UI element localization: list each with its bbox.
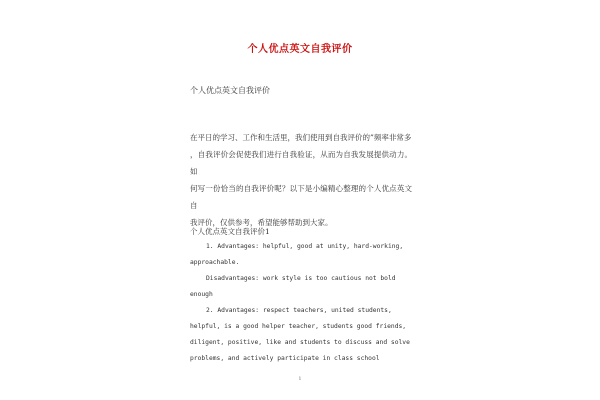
document-title: 个人优点英文自我评价 [247,44,353,55]
intro-paragraph [190,129,412,231]
intro-line: 在平日的学习、工作和生活里，我们使用到自我评价的”频率非常多 [190,133,412,142]
intro-line: ，自我评价会促使我们进行自我验证，从而为自我发展提供动力。如 [190,150,412,176]
section-heading: 个人优点英文自我评价1 [190,227,270,236]
english-line: Disadvantages: work style is too cautious not bold [206,275,396,282]
intro-line: 何写一份恰当的自我评价呢？以下是小编精心整理的个人优点英文自 [190,184,412,210]
intro-line: 我评价，仅供参考，希望能够帮助到大家。 [190,218,333,227]
english-line: 1. Advantages: helpful, good at unity, hard-working, [206,243,404,250]
english-line: 2. Advantages: respect teachers, united students, [206,307,392,314]
english-line: approachable. [190,259,240,266]
english-line: diligent, positive, like and students to discuss and solve [190,339,410,346]
english-line: helpful, is a good helper teacher, students good friends, [190,323,407,330]
page-number: 1 [298,376,302,382]
document-subtitle: 个人优点英文自我评价 [190,86,270,95]
english-line: problems, and actively participate in class school [190,355,380,362]
english-line: enough [190,291,213,298]
